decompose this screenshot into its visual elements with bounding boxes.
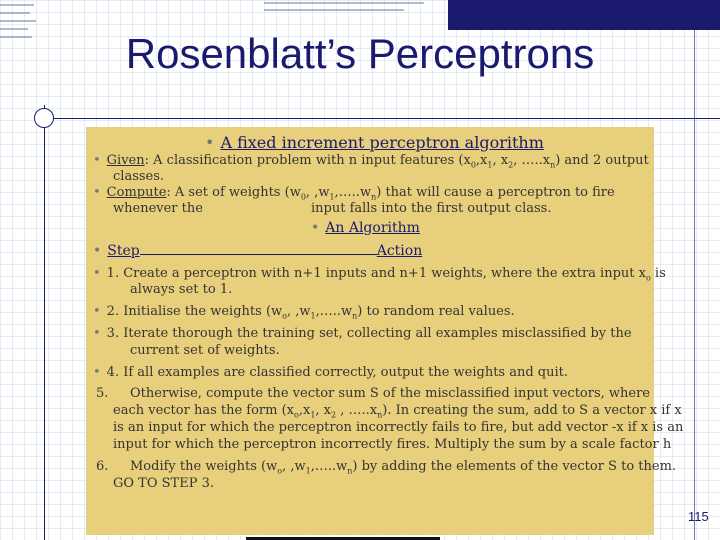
given-tail: ) and 2 output: [555, 153, 649, 168]
step-6-row: Modify the weights ($w_o$, $,w_1,\dots..w_n$) by adding the elements of the vector S to them.: [130, 459, 677, 476]
step-4-row: [93, 364, 568, 381]
step-6-num: 6.: [96, 459, 109, 474]
step-5-row-b: each vector has the form ($x_o,x_1$, $x_2$ , $\dots..x_n$). In creating the sum, add to S a vector x if x: [113, 403, 682, 420]
given-row: • Given: A classification problem with n input features ($x_0,x_1$, $x_2$, $\dots..x_n$) and 2 output: [93, 153, 649, 170]
step-4-text: 4. If all examples are classified correctly, output the weights and quit.: [106, 365, 569, 380]
step-2-row: • 2. Initialise the weights ($w_o$, $,w_1,\dots..w_n$) to random real values.: [93, 304, 515, 321]
algo-heading: A fixed increment perceptron algorithm: [220, 133, 544, 152]
step-label: Step: [107, 243, 140, 259]
divider-horizontal: [44, 118, 720, 119]
step-3-cont: current set of weights.: [130, 343, 280, 358]
step-5-text-d: input for which the perceptron incorrectly fires. Multiply the sum by a scale factor h: [113, 437, 672, 452]
step-3-text: 3. Iterate thorough the training set, collecting all examples misclassified by the: [106, 326, 632, 341]
given-text-2: classes.: [113, 169, 165, 184]
compute-tail: ) that will cause a perceptron to fire: [376, 185, 615, 200]
divider-circle: [34, 108, 54, 128]
step-6-text: Modify the weights (w: [130, 459, 278, 474]
compute-text-2: whenever the: [113, 201, 203, 216]
bullet-icon: •: [93, 326, 101, 341]
divider-right: [694, 24, 695, 540]
step-3-row: [93, 325, 632, 342]
divider-vertical: [44, 105, 45, 540]
step-row: [93, 243, 422, 260]
step-6-cont: GO TO STEP 3.: [113, 476, 214, 491]
step-1-text: 1. Create a perceptron with n+1 inputs and n+1 weights, where the extra input x: [106, 266, 646, 281]
page-number: 115: [688, 509, 709, 524]
compute-text: : A set of weights (w: [166, 185, 301, 200]
bullet-icon: •: [93, 266, 101, 281]
step-6-tail: ) by adding the elements of the vector S to them.: [352, 459, 677, 474]
bullet-icon: •: [93, 185, 101, 200]
header-accent-bar: [448, 0, 720, 30]
bullet-icon: •: [93, 153, 101, 168]
compute-row: • Compute: A set of weights ($w_0$, $,w_1,\dots..w_n$) that will cause a perceptron to fire: [93, 185, 615, 202]
action-label: Action: [376, 243, 423, 259]
subheading-row: [311, 220, 420, 237]
page-title: Rosenblatt’s Perceptrons: [125, 30, 595, 77]
compute-text-3: input falls into the first output class.: [311, 201, 552, 216]
bullet-icon: •: [93, 365, 101, 380]
given-text: : A classification problem with n input features (x: [144, 153, 471, 168]
subheading: An Algorithm: [325, 220, 420, 236]
step-5-text-c: is an input for which the perceptron incorrectly fails to fire, but add vector -x if x is an: [113, 420, 684, 435]
bullet-icon: •: [205, 133, 215, 152]
algo-heading-row: [205, 134, 544, 151]
step-1-cont: always set to 1.: [130, 282, 233, 297]
compute-label: Compute: [106, 185, 167, 200]
given-label: Given: [106, 153, 145, 168]
bullet-icon: •: [311, 220, 320, 236]
bullet-icon: •: [93, 243, 102, 259]
step-1-tail: is: [650, 266, 666, 281]
step-5-tail-b: ). In creating the sum, add to S a vector x if x: [382, 403, 682, 418]
step-5-text-b: each vector has the form (x: [113, 403, 295, 418]
bullet-icon: •: [93, 304, 101, 319]
step-5-text-a: Otherwise, compute the vector sum S of the misclassified input vectors, where: [130, 386, 650, 401]
step-5-num: 5.: [96, 386, 109, 401]
step-2-text: 2. Initialise the weights (w: [106, 304, 283, 319]
step-2-tail: ) to random real values.: [357, 304, 515, 319]
step-1-row: • 1. Create a perceptron with n+1 inputs and n+1 weights, where the extra input $x_o$ is: [93, 266, 666, 283]
